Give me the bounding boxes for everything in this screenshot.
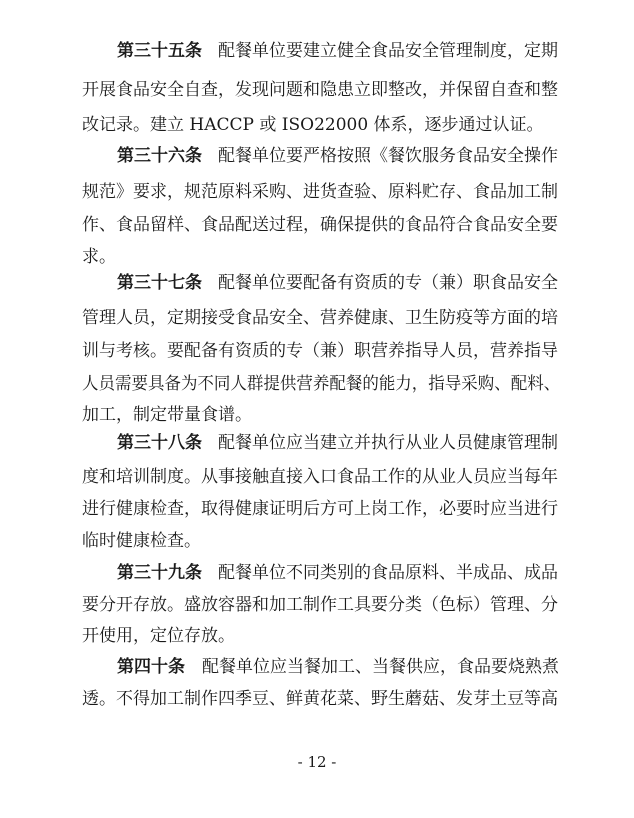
article-37-line-3: 训与考核。要配备有资质的专（兼）职营养指导人员，营养指导 (82, 341, 558, 361)
article-40-line-2: 透。不得加工制作四季豆、鲜黄花菜、野生蘑菇、发芽土豆等高 (82, 689, 558, 709)
article-38-line-4: 临时健康检查。 (82, 531, 201, 551)
article-38-line-3: 进行健康检查，取得健康证明后方可上岗工作，必要时应当进行 (82, 499, 558, 519)
article-37-title: 第三十七条 (117, 273, 202, 293)
article-35-line-3: 改记录。建立 HACCP 或 ISO22000 体系，逐步通过认证。 (82, 115, 544, 135)
article-36-title: 第三十六条 (117, 146, 202, 166)
article-38-line-1: 配餐单位应当建立并执行从业人员健康管理制 (218, 433, 558, 453)
article-37-line-2: 管理人员，定期接受食品安全、营养健康、卫生防疫等方面的培 (82, 308, 558, 328)
article-37-line-1: 配餐单位要配备有资质的专（兼）职食品安全 (218, 273, 558, 293)
article-39-line-1: 配餐单位不同类别的食品原料、半成品、成品 (218, 563, 558, 583)
article-36-line-2: 规范》要求，规范原料采购、进货查验、原料贮存、食品加工制 (82, 182, 558, 202)
article-38-title: 第三十八条 (117, 433, 202, 453)
article-36-line-1: 配餐单位要严格按照《餐饮服务食品安全操作 (218, 146, 558, 166)
article-35-line-2: 开展食品安全自查，发现问题和隐患立即整改，并保留自查和整 (82, 80, 558, 100)
article-39-title: 第三十九条 (117, 563, 202, 583)
article-38-line-2: 度和培训制度。从事接触直接入口食品工作的从业人员应当每年 (82, 467, 558, 487)
page-number: - 12 - (297, 753, 337, 771)
article-39-line-3: 开使用，定位存放。 (82, 626, 235, 646)
article-36-line-4: 求。 (82, 247, 116, 267)
article-40-line-1: 配餐单位应当餐加工、当餐供应，食品要烧熟煮 (202, 657, 559, 677)
article-35-title: 第三十五条 (117, 41, 202, 61)
article-36-line-3: 作、食品留样、食品配送过程，确保提供的食品符合食品安全要 (82, 215, 558, 235)
article-39-line-2: 要分开存放。盛放容器和加工制作工具要分类（色标）管理、分 (82, 595, 558, 615)
article-35-line-1: 配餐单位要建立健全食品安全管理制度，定期 (218, 41, 558, 61)
article-37-line-4: 人员需要具备为不同人群提供营养配餐的能力，指导采购、配料、 (82, 374, 561, 394)
article-37-line-5: 加工，制定带量食谱。 (82, 405, 252, 425)
article-40-title: 第四十条 (117, 657, 185, 677)
